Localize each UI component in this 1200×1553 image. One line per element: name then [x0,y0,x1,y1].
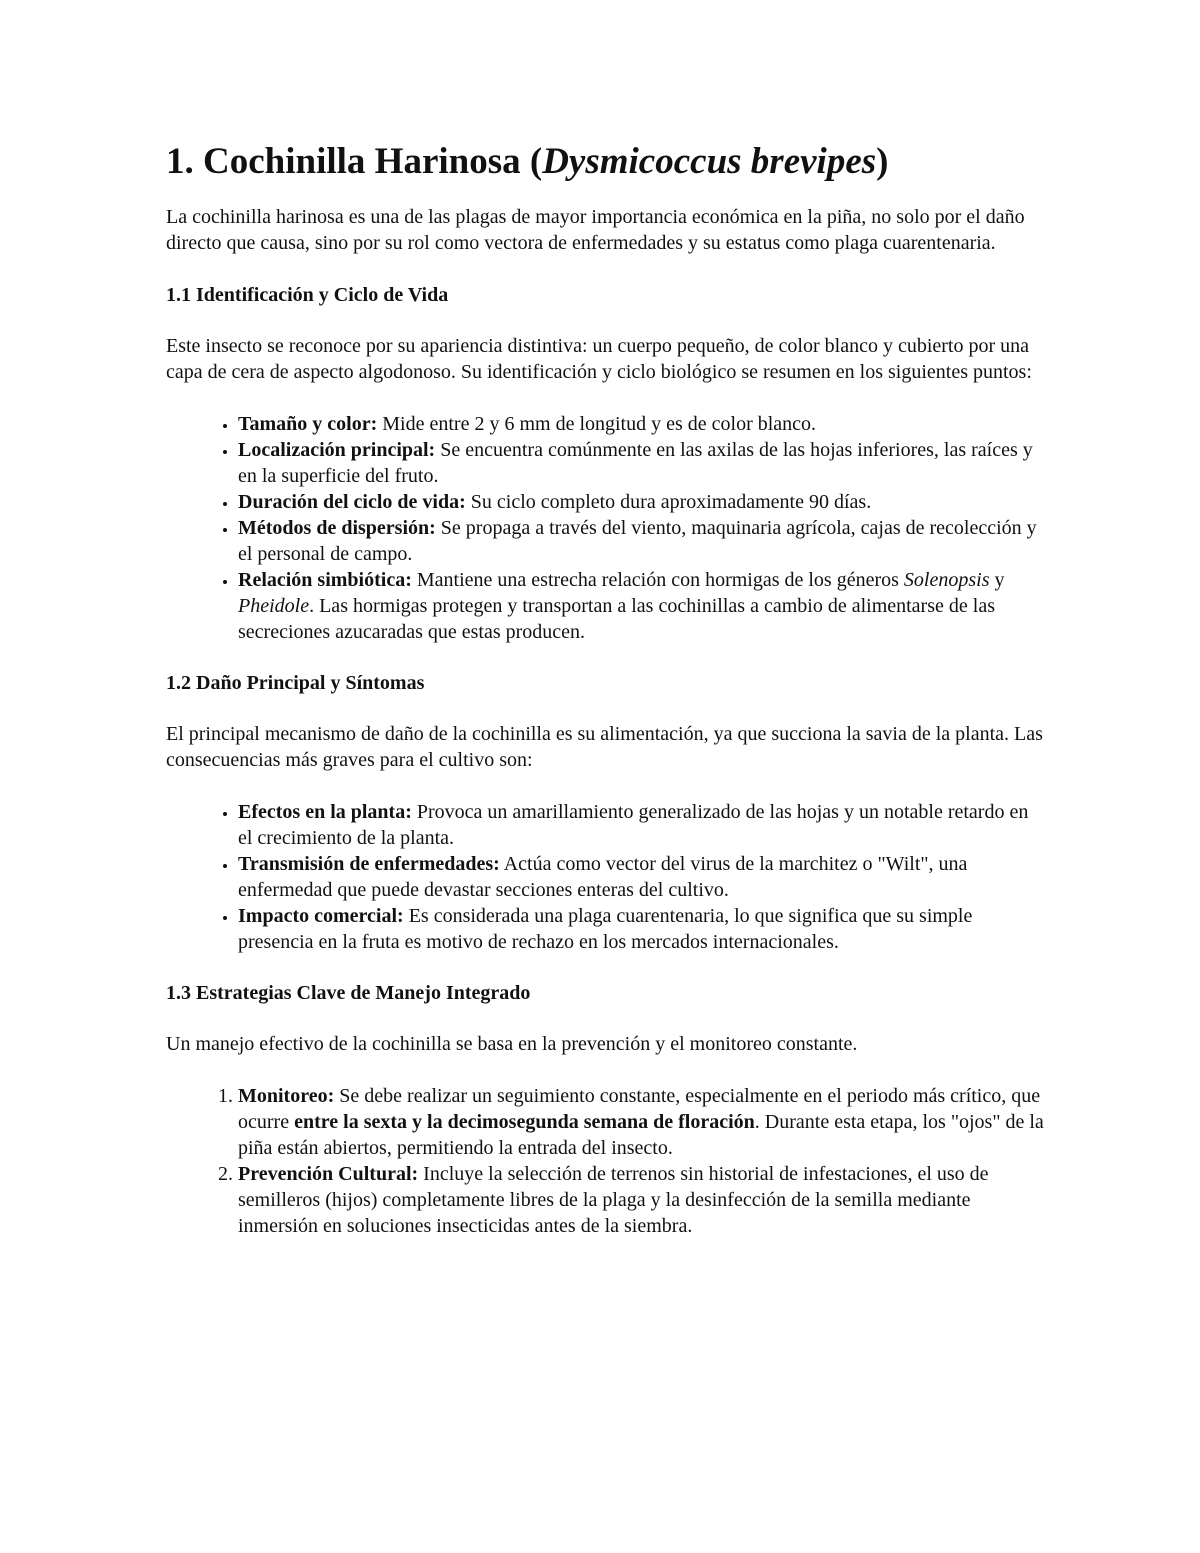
list-item-label: Métodos de dispersión: [238,517,436,539]
list-item-label: Efectos en la planta: [238,801,412,823]
title-prefix: 1. Cochinilla Harinosa ( [166,141,543,182]
management-paragraph: Un manejo efectivo de la cochinilla se basa en la prevención y el monitoreo constante. [166,1033,858,1055]
list-item-text: Se propaga a través del viento, maquinaria agrícola, cajas de recolección y el personal de campo. [238,517,1037,565]
list-item [238,799,1046,851]
list-item [238,437,1046,489]
list-item-label: Relación simbiótica: [238,569,412,591]
list-item-text: Es considerada una plaga cuarentenaria, lo que significa que su simple presencia en la fruta es motivo de rechazo en los mercados internacionales. [238,905,973,953]
management-list [166,1083,1046,1239]
list-item-text: . Durante esta etapa, los "ojos" de la piña están abiertos, permitiendo la entrada del insecto. [238,1111,1044,1159]
list-item-text: Incluye la selección de terrenos sin historial de infestaciones, el uso de semilleros (hijos) completamente libres de la plaga y la desinfección de la semilla mediante inmersión en soluciones insecticidas antes de la siembra. [238,1163,989,1237]
list-item-symbiosis [238,567,1046,645]
identification-list [166,411,1046,645]
page-title [166,138,1046,186]
list-item-label: Transmisión de enfermedades: [238,853,500,875]
list-item-text: Provoca un amarillamiento generalizado de las hojas y un notable retardo en el crecimiento de la planta. [238,801,1029,849]
list-item-monitoring [238,1083,1046,1161]
section-heading-damage: 1.2 Daño Principal y Síntomas [166,672,425,694]
list-item-label: Impacto comercial: [238,905,404,927]
list-item-text: y [989,569,1005,591]
list-item-text: Se debe realizar un seguimiento constante, especialmente en el periodo más crítico, que ocurre [238,1085,1041,1133]
list-item [238,515,1046,567]
title-scientific-name: Dysmicoccus brevipes [542,141,877,182]
list-item-text: . Las hormigas protegen y transportan a las cochinillas a cambio de alimentarse de las secreciones azucaradas que estas producen. [238,595,995,643]
list-item-label: Duración del ciclo de vida: [238,491,466,513]
genus-solenopsis: Solenopsis [903,569,990,591]
list-item-text: Su ciclo completo dura aproximadamente 90 días. [465,491,872,513]
section-heading-identification: 1.1 Identificación y Ciclo de Vida [166,284,449,306]
list-item-text: Mantiene una estrecha relación con hormigas de los géneros [411,569,904,591]
damage-paragraph: El principal mecanismo de daño de la cochinilla es su alimentación, ya que succiona la savia de la planta. Las consecuencias más graves para el cultivo son: [166,723,1043,771]
list-item-label: Localización principal: [238,439,436,461]
critical-period-emphasis: entre la sexta y la decimosegunda semana de floración [294,1111,755,1133]
list-item-text: Mide entre 2 y 6 mm de longitud y es de color blanco. [377,413,817,435]
list-item-label: Monitoreo: [238,1085,335,1107]
damage-list [166,799,1046,955]
list-item [238,411,1046,437]
list-item-text: Se encuentra comúnmente en las axilas de las hojas inferiores, las raíces y en la superficie del fruto. [238,439,1033,487]
list-item-label: Tamaño y color: [238,413,378,435]
identification-paragraph: Este insecto se reconoce por su apariencia distintiva: un cuerpo pequeño, de color blanco y cubierto por una capa de cera de aspecto algodonoso. Su identificación y ciclo biológico se resumen en los siguientes puntos: [166,335,1032,383]
intro-paragraph: La cochinilla harinosa es una de las plagas de mayor importancia económica en la piña, no solo por el daño directo que causa, sino por su rol como vectora de enfermedades y su estatus como plaga cuarentenaria. [166,206,1025,254]
list-item-label: Prevención Cultural: [238,1163,419,1185]
list-item [238,489,1046,515]
document-page [166,138,1046,1264]
list-item [238,851,1046,903]
section-heading-management: 1.3 Estrategias Clave de Manejo Integrado [166,982,531,1004]
list-item [238,903,1046,955]
list-item-prevention [238,1161,1046,1239]
list-item-text: Actúa como vector del virus de la marchitez o "Wilt", una enfermedad que puede devastar secciones enteras del cultivo. [238,853,968,901]
genus-pheidole: Pheidole [238,595,310,617]
title-suffix: ) [876,141,889,182]
